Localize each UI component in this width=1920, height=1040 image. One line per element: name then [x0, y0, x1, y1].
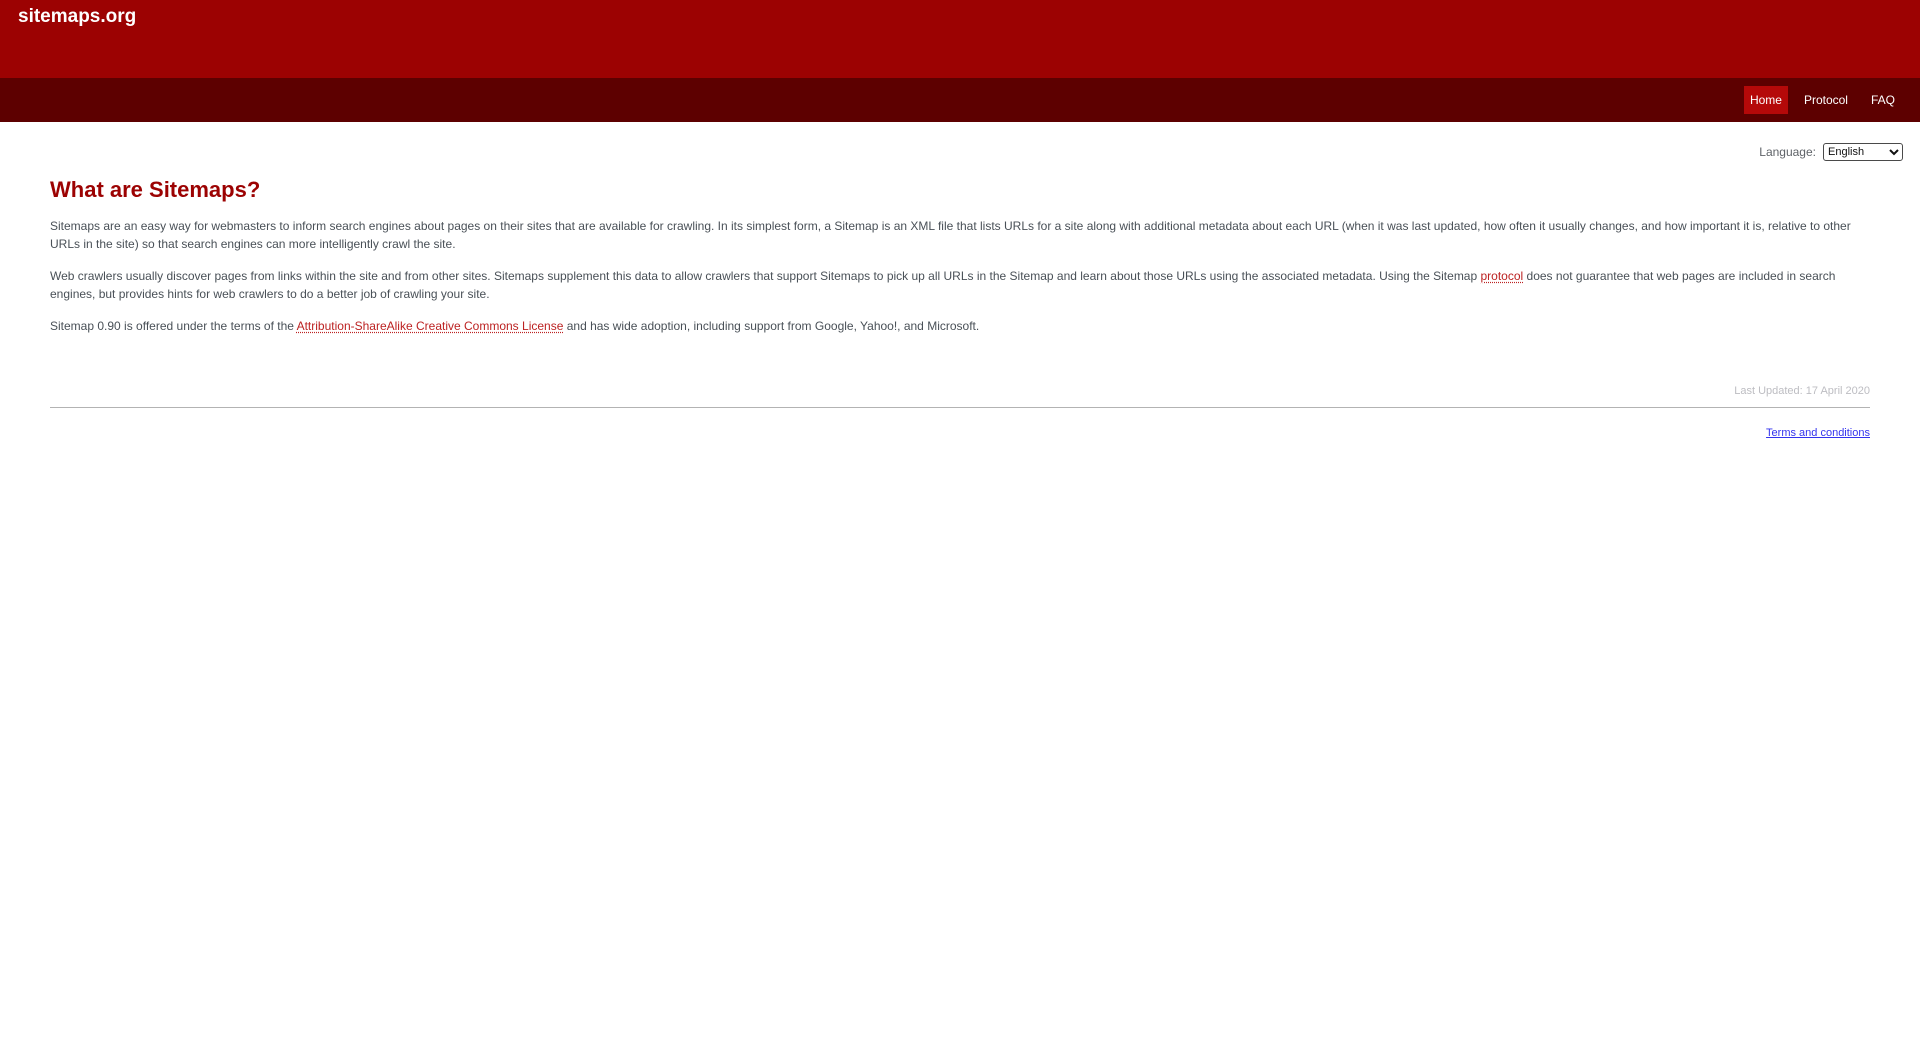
site-header [0, 0, 1920, 78]
site-title: sitemaps.org [18, 6, 137, 27]
nav-item-faq[interactable]: FAQ [1870, 93, 1895, 107]
crawlers-paragraph-text-after: does not guarantee that web pages are included in search engines, but provides hints for web crawlers to do a better job of crawling your site. [50, 269, 1836, 301]
language-row [0, 143, 1903, 161]
protocol-link[interactable]: protocol [1480, 269, 1524, 283]
terms-link[interactable]: Terms and conditions [1766, 427, 1870, 439]
terms-row [50, 426, 1870, 440]
main-content [50, 177, 1870, 440]
nav-item-home[interactable]: Home [1744, 86, 1788, 114]
language-select[interactable] [1823, 143, 1903, 161]
license-paragraph-text-after: and has wide adoption, including support from Google, Yahoo!, and Microsoft. [563, 319, 980, 333]
nav-item-protocol[interactable]: Protocol [1803, 93, 1848, 107]
intro-paragraph-text: Sitemaps are an easy way for webmasters to inform search engines about pages on their sites that are available for crawling. In its simplest form, a Sitemap is an XML file that lists URLs for a site along with additional metadata about each URL (when it was last updated, how often it usually changes, and how important it is, relative to other URLs in the site) so that search engines can more intelligently crawl the site. [50, 219, 1851, 251]
last-updated-text: Last Updated: 17 April 2020 [1734, 385, 1870, 397]
main-nav [0, 78, 1920, 122]
intro-paragraph [50, 217, 1870, 253]
license-link[interactable]: Attribution-ShareAlike Creative Commons License [296, 319, 564, 333]
license-paragraph-text-before: Sitemap 0.90 is offered under the terms of the [50, 319, 297, 333]
license-paragraph [50, 317, 1870, 335]
crawlers-paragraph-text-before: Web crawlers usually discover pages from links within the site and from other sites. Sitemaps supplement this data to allow crawlers that support Sitemaps to pick up all URLs in the Sitemap and learn about those URLs using the associated metadata. Using the Sitemap [50, 269, 1481, 283]
page-title: What are Sitemaps? [50, 177, 261, 202]
crawlers-paragraph [50, 267, 1870, 303]
footer-divider [50, 407, 1870, 408]
language-label: Language: [1759, 145, 1816, 159]
